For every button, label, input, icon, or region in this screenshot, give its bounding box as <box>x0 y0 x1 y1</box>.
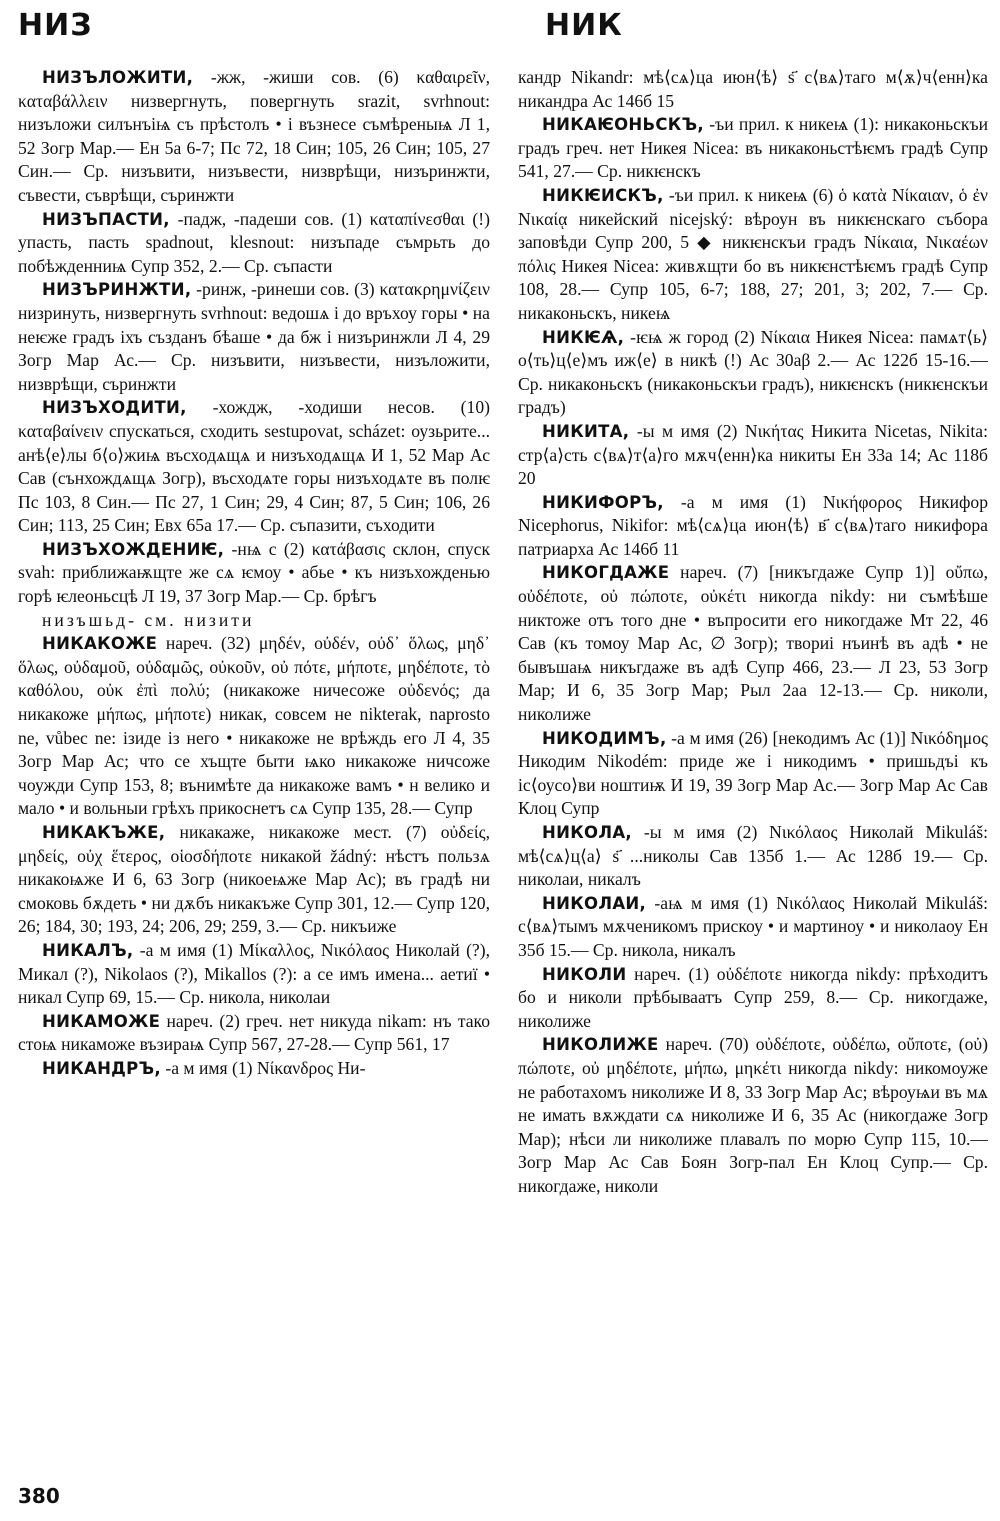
entry-body: -ы м имя (2) Νικόλαος Николай Mikuláš: мѣ⟨сѧ⟩ц⟨а⟩ ѕ҃ ...николы Сав 135б 1.— Ас 128б 19.— Ср. николаи, никалъ <box>518 822 988 890</box>
dictionary-entry <box>18 66 490 208</box>
dictionary-entry <box>518 561 988 726</box>
entry-body: -а м имя (1) Νικήφορος Никифор Nicephorus, Nikifor: мѣ⟨сѧ⟩ца июн⟨ѣ⟩ в҃ с⟨вѧ⟩таго никифора патриарха Ас 146б 11 <box>518 491 988 559</box>
page-number: 380 <box>18 1484 60 1508</box>
entry-headword: НИЗЪЛОЖИТИ, <box>42 68 194 87</box>
entry-headword: НИКОДИМЪ, <box>542 728 667 748</box>
entry-body: нареч. (1) οὐδέποτε никогда nikdy: прѣходитъ бо и николи прѣбываатъ Супр 259, 8.— Ср. никогдаже, николиже <box>518 963 988 1031</box>
dictionary-entry <box>18 278 490 396</box>
entry-body: -ѥѩ ж город (2) Νίκαια Никея Nicea: памѧт⟨ь⟩ о⟨ть⟩ц⟨е⟩мъ иж⟨е⟩ в никѣ (!) Ас 30аβ 2.— Ас 122б 15-16.— Ср. никаконьскъ (никаконьскъи градъ), никѥнскъ (никѥнскъи градъ) <box>518 326 988 418</box>
entry-headword: НИКАЛЪ, <box>42 940 134 960</box>
entry-headword: НИКОЛИ <box>542 964 627 984</box>
dictionary-entry <box>18 609 490 633</box>
entry-headword: НИКИТА, <box>542 421 630 441</box>
entry-headword: НИКАКЪЖЕ, <box>42 823 166 842</box>
entry-body: -ъи прил. к никеѩ (6) ὁ κατὰ Νίκαιαν, ὁ ἐν Νικαίᾳ никейский nicejský: вѣроун въ никѥнскаго събора заповѣди Супр 200, 5 ◆ никѥнскъи градъ Νίκαια, Νικαέων πόλις Никея Nicea: живѫщти бо въ никѥнстѣѥмъ градѣ Супр 108, 28.— Супр 105, 6-7; 188, 27; 201, 3; 202, 7.— Ср. никаконьскъ, никеѩ <box>518 184 988 323</box>
dictionary-entry <box>518 963 988 1034</box>
entry-headword: НИКОЛИЖЕ <box>542 1035 659 1055</box>
dictionary-entry <box>518 113 988 184</box>
entry-headword: НИКОГДАЖЕ <box>542 563 670 583</box>
dictionary-entry <box>518 1033 988 1198</box>
entry-headword: НИКОЛА, <box>542 823 632 842</box>
left-column <box>18 66 490 1461</box>
entry-body: низъшьд- см. низити <box>42 609 255 630</box>
entry-body: нареч. (70) οὐδέποτε, οὐδέπω, οὔποτε, (οὐ) πώποτε, οὐ μηδέποτε, μήπω, μηκέτι никогда nikdy: никомоуже не работахомъ николиже И 8, 33 Зогр Мар Ас; вѣроуѩи въ мѧ не имать вѫждати сѧ николиже И 6, 35 Ас (никогдаже Зогр Мар); нѣси ли николиже плавалъ по морю Супр 115, 10.— Зогр Мар Ас Сав Боян Зогр-пал Ен Клоц Супр.— Ср. никогдаже, николи <box>518 1034 988 1196</box>
entry-body: -ы м имя (2) Νικήτας Никита Nicetas, Nikita: стр⟨а⟩сть с⟨вѧ⟩т⟨а⟩го мѫч⟨енн⟩ка никиты Ен 33а 14; Ас 118б 20 <box>518 420 988 489</box>
dictionary-entry <box>18 821 490 939</box>
entry-headword: НИКАНДРЪ, <box>42 1058 161 1078</box>
entry-headword: НИКИФОРЪ, <box>542 492 664 512</box>
dictionary-entry <box>18 538 490 609</box>
entry-body: -нѩ с (2) κατάβασις склон, спуск svah: приближаѭщте же сѧ ѥмоу • абье • къ низъхожденью горѣ ѥлеоньсцѣ Л 19, 37 Зогр Мар.— Ср. брѣгъ <box>18 538 490 607</box>
entry-body: нареч. (2) греч. нет никуда nikam: нъ тако стоѩ никаможе възираѩ Супр 567, 27-28.— Супр 561, 17 <box>18 1010 490 1055</box>
entry-body: -аѩ м имя (1) Νικόλαος Николай Mikuláš: с⟨вѧ⟩тымъ мѫченикомъ прискоу • и мартиноу • и николаоу Ен 35б 15.— Ср. никола, никалъ <box>518 892 988 960</box>
right-column <box>518 66 988 1461</box>
entry-headword: НИЗЪПАСТИ, <box>42 209 170 229</box>
dictionary-entry <box>18 939 490 1010</box>
dictionary-entry <box>18 632 490 821</box>
dictionary-entry <box>518 66 988 113</box>
dictionary-entry <box>18 1010 490 1057</box>
entry-headword: НИКОЛАИ, <box>542 893 647 913</box>
entry-body: кандр Nikandr: мѣ⟨сѧ⟩ца июн⟨ѣ⟩ ѕ҃ с⟨вѧ⟩таго м⟨ѫ⟩ч⟨енн⟩ка никандра Ас 146б 15 <box>518 67 988 111</box>
entry-body: -а м имя (26) [некодимъ Ас (1)] Νικόδημος Никодим Nikodém: приде же і никодимъ • пришьдъі къ іс⟨оусо⟩ви ноштиѭ И 19, 39 Зогр Мар Ас.— Зогр Мар Ас Сав Клоц Супр <box>518 727 988 819</box>
entry-body: никакаже, никакоже мест. (7) οὐδείς, μηδείς, οὐχ ἕτερος, οἱοσδήποτε никакой žádný: нѣстъ пользѧ никакоѩже И 6, 63 Зогр (никоеѩже Мар Ас); въ градѣ ни смоковь бѫдеть • ни дѫбъ никакъже Супр 301, 12.— Супр 120, 26; 184, 30; 193, 24; 206, 29; 259, 3.— Ср. никъиже <box>18 822 490 937</box>
entry-body: -хождж, -ходиши несов. (10) καταβαίνειν спускаться, сходить sestupovat, scházet: оузьрите... анѣ⟨е⟩лы б⟨о⟩жиѩ въсходѧщѧ и низъходѧщѧ И 1, 52 Мар Ас Сав (сънхождѧщѧ Зогр), въсходѧте горы низъходѧте въ полѥ Пс 103, 8 Син.— Пс 27, 1 Син; 29, 4 Син; 87, 5 Син; 106, 26 Син; 113, 25 Син; Евх 65а 17.— Ср. съпазити, съходити <box>18 397 490 536</box>
entry-headword: НИЗЪХОДИТИ, <box>42 398 187 418</box>
entry-headword: НИКАМОЖЕ <box>42 1011 161 1031</box>
dictionary-entry <box>518 727 988 821</box>
dictionary-entry <box>518 326 988 420</box>
dictionary-entry <box>518 892 988 963</box>
dictionary-entry <box>518 491 988 562</box>
entry-headword: НИКѤѦ, <box>542 327 625 347</box>
entry-body: -жж, -жиши сов. (6) καθαιρεῖν, καταβάλλειν низвергнуть, повергнуть srazit, svrhnout: низъложи силънъіѩ съ прѣстолъ • і възнесе съмѣреныѩ Л 1, 52 Зогр Мар.— Ен 5а 6-7; Пс 72, 18 Син; 105, 26 Син; 105, 27 Син.— Ср. низъвити, низъвести, низврѣщи, низъринжти, съвести, съврѣщи, съринжти <box>18 67 490 205</box>
entry-headword: НИКѤИСКЪ, <box>542 185 664 205</box>
entry-headword: НИЗЪРИНЖТИ, <box>42 280 192 300</box>
entry-body: нареч. (7) [никъгдаже Супр 1)] οὔπω, οὐδέποτε, οὐ πώποτε, οὐκέτι никогда nikdy: ни съмѣѣше никтоже отъ того дне • въпросити его никогдаже Мт 22, 46 Сав (къ томоу Мар Ас, ∅ Зогр); твориі нъинѣ въ адѣ • не бывъшаѩ никъгдаже въ адѣ Супр 466, 23.— Л 23, 53 Зогр Мар; И 6, 35 Зогр Мар; Рыл 2аа 12-13.— Ср. николи, николиже <box>518 562 988 725</box>
entry-body: -а м имя (1) Μίκαλλος, Νικόλαος Николай (?), Микал (?), Nikolaos (?), Mikallos (?): а се имъ имена... аетиї • никал Супр 69, 15.— Ср. никола, николаи <box>18 939 490 1008</box>
entry-body: -ъи прил. к никеѩ (1): никаконьскъи градъ греч. нет Никея Nicea: въ никаконьстѣѥмъ градѣ Супр 541, 27.— Ср. никѥнскъ <box>518 114 988 182</box>
dictionary-entry <box>518 821 988 892</box>
dictionary-entry <box>18 396 490 538</box>
entry-body: -ринж, -ринеши сов. (3) κατακρημνίζειν низринуть, низвергнуть svrhnout: ведошѧ і до връхоу горы • на неѥже градъ іхъ създанъ бѣаше • да бж і низъринжли Л 4, 29 Зогр Мар Ас.— Ср. низъвити, низъвести, низъложити, низврѣщи, съринжти <box>18 279 490 394</box>
dictionary-entry <box>518 420 988 491</box>
entry-headword: НИЗЪХОЖДЕНИѤ, <box>42 539 225 559</box>
entry-body: -а м имя (1) Νίκανδρος Ни- <box>160 1057 366 1078</box>
dictionary-entry <box>518 184 988 326</box>
dictionary-entry <box>18 208 490 279</box>
running-head-right: НИК <box>545 8 623 43</box>
entry-headword: НИКАКОЖЕ <box>42 634 158 654</box>
running-head-left: НИЗ <box>18 8 93 43</box>
entry-headword: НИКАѤОНЬСКЪ, <box>542 115 704 135</box>
entry-body: -падж, -падеши сов. (1) καταπίνεσθαι (!) упасть, пасть spadnout, klesnout: низъпаде съмрьть до побѣжденниѩ Супр 352, 2.— Ср. съпасти <box>18 208 490 276</box>
entry-body: нареч. (32) μηδέν, οὐδέν, οὐδ᾽ ὅλως, μηδ᾽ ὅλως, οὐδαμοῦ, οὐδαμῶς, οὐκοῦν, οὐ πότε, μήποτε, μηδέποτε, τὸ καθόλου, οὐκ ἐπὶ πολύ; (никакоже ничесоже οὐδενός; да никакоже μήπως, μήποτε) никак, совсем не nikterak, naprosto ne, vůbec ne: ізиде із него • никакоже не врѣждь его Л 4, 35 Зогр Мар Ас; что се хъщте быти ѩко никакоже ничсоже чоужди Супр 153, 8; вънимѣте да никакоже вамъ • н велико и мало • и вольныи грѣхъ прикоснетъ сѧ Супр 135, 28.— Супр <box>18 633 490 819</box>
dictionary-entry <box>18 1057 490 1081</box>
